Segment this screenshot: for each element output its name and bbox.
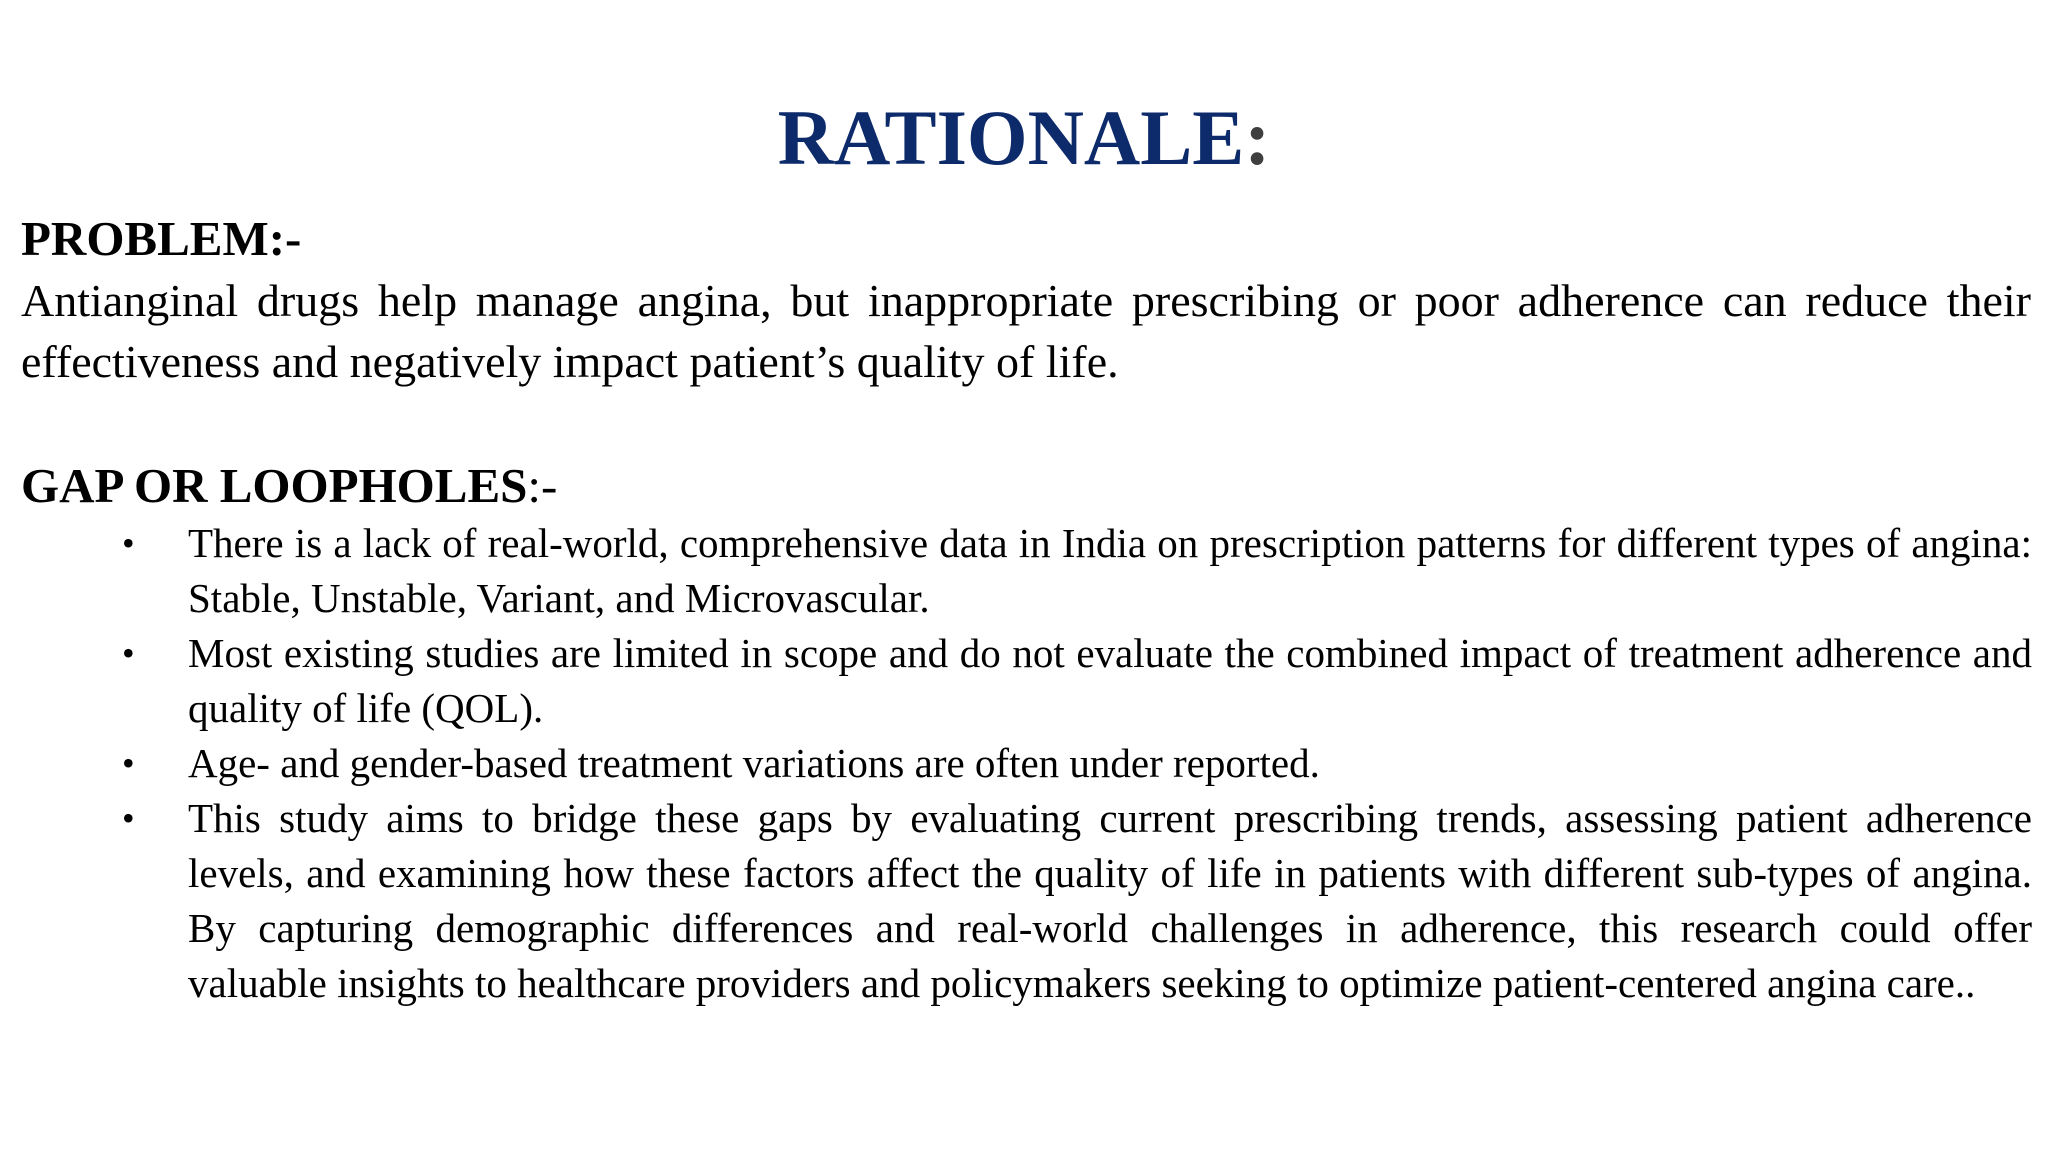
problem-heading [21, 208, 301, 270]
problem-heading-suffix: :- [268, 211, 302, 266]
gap-bullet-text: There is a lack of real-world, comprehensive data in India on prescription patterns for different types of angina: Stable, Unstable, Variant, and Microvascular. [188, 520, 2032, 621]
gap-bullet-text: Most existing studies are limited in scope and do not evaluate the combined impact of treatment adherence and quality of life (QOL). [188, 630, 2032, 731]
gap-bullet-item [122, 516, 2032, 626]
slide-title [0, 88, 2048, 188]
problem-heading-text: PROBLEM [21, 211, 269, 266]
gap-heading-suffix: :- [527, 458, 558, 513]
gap-heading-text: GAP OR LOOPHOLES [21, 458, 528, 513]
gap-bullet-text: Age- and gender-based treatment variations are often under reported. [188, 740, 1320, 786]
bullet-dot: • [122, 798, 135, 838]
bullet-dot: • [122, 743, 135, 783]
gap-bullet-item [122, 626, 2032, 736]
bullet-dot: • [122, 523, 135, 563]
gap-bullet-item [122, 736, 2032, 791]
problem-text: Antianginal drugs help manage angina, but inappropriate prescribing or poor adherence can reduce their effectiveness and negatively impact patient’s quality of life. [21, 275, 2031, 387]
bullet-dot: • [122, 633, 135, 673]
gap-bullet-text: This study aims to bridge these gaps by evaluating current prescribing trends, assessing patient adherence levels, and examining how these factors affect the quality of life in patients with different sub-types of angina. By capturing demographic differences and real-world challenges in adherence, this research could offer valuable insights to healthcare providers and policymakers seeking to optimize patient-centered angina care.. [188, 795, 2032, 1006]
gap-heading [21, 455, 557, 517]
title-text: RATIONALE [777, 94, 1245, 181]
gap-bullet-item [122, 791, 2032, 1011]
gap-bullet-list [122, 516, 2032, 1011]
title-colon: : [1244, 94, 1271, 181]
